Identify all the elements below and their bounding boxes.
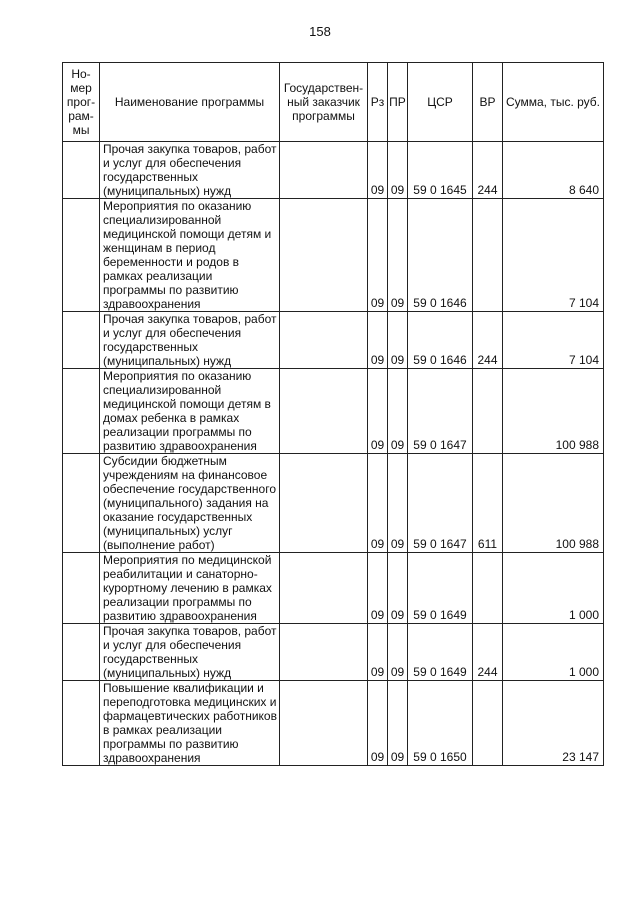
cell-program-name: Мероприятия по оказанию специализированной медицинской помощи детям и женщинам в период беременности и родов в рамках реализации программы по развитию здравоохранения bbox=[100, 199, 280, 312]
cell-pr: 09 bbox=[388, 553, 408, 624]
cell-sum: 1 000 bbox=[503, 624, 604, 681]
cell-rz: 09 bbox=[368, 454, 388, 553]
cell-pr: 09 bbox=[388, 199, 408, 312]
cell-sum: 23 147 bbox=[503, 681, 604, 766]
cell-rz: 09 bbox=[368, 553, 388, 624]
cell-sum: 8 640 bbox=[503, 142, 604, 199]
cell-sum: 100 988 bbox=[503, 454, 604, 553]
cell-csr: 59 0 1646 bbox=[408, 199, 473, 312]
table-row bbox=[63, 142, 604, 199]
cell-program-name: Мероприятия по медицинской реабилитации и санаторно-курортному лечению в рамках реализации программы по развитию здравоохранения bbox=[100, 553, 280, 624]
cell-pr: 09 bbox=[388, 624, 408, 681]
cell-program-name: Прочая закупка товаров, работ и услуг для обеспечения государственных (муниципальных) нужд bbox=[100, 624, 280, 681]
header-rz: Рз bbox=[368, 63, 388, 142]
header-pr: ПР bbox=[388, 63, 408, 142]
cell-program-name: Прочая закупка товаров, работ и услуг для обеспечения государственных (муниципальных) нужд bbox=[100, 142, 280, 199]
cell-pr: 09 bbox=[388, 142, 408, 199]
cell-rz: 09 bbox=[368, 199, 388, 312]
cell-csr: 59 0 1650 bbox=[408, 681, 473, 766]
budget-table bbox=[62, 62, 604, 766]
cell-vr: 244 bbox=[473, 624, 503, 681]
page-number: 158 bbox=[309, 24, 331, 39]
cell-vr bbox=[473, 369, 503, 454]
cell-csr: 59 0 1647 bbox=[408, 369, 473, 454]
cell-program-number bbox=[63, 312, 100, 369]
cell-customer bbox=[280, 199, 368, 312]
cell-vr bbox=[473, 681, 503, 766]
cell-customer bbox=[280, 681, 368, 766]
cell-vr: 611 bbox=[473, 454, 503, 553]
cell-rz: 09 bbox=[368, 681, 388, 766]
cell-program-number bbox=[63, 199, 100, 312]
cell-pr: 09 bbox=[388, 681, 408, 766]
table-row bbox=[63, 454, 604, 553]
header-sum: Сумма, тыс. руб. bbox=[503, 63, 604, 142]
header-customer: Государствен-ный заказчик программы bbox=[280, 63, 368, 142]
cell-csr: 59 0 1647 bbox=[408, 454, 473, 553]
cell-csr: 59 0 1646 bbox=[408, 312, 473, 369]
cell-program-name: Мероприятия по оказанию специализированной медицинской помощи детям в домах ребенка в рамках реализации программы по развитию здравоохранения bbox=[100, 369, 280, 454]
header-vr: ВР bbox=[473, 63, 503, 142]
cell-pr: 09 bbox=[388, 369, 408, 454]
table-row bbox=[63, 624, 604, 681]
table-row bbox=[63, 553, 604, 624]
cell-program-number bbox=[63, 553, 100, 624]
cell-customer bbox=[280, 312, 368, 369]
cell-sum: 1 000 bbox=[503, 553, 604, 624]
table-row bbox=[63, 312, 604, 369]
cell-customer bbox=[280, 454, 368, 553]
cell-program-number bbox=[63, 369, 100, 454]
cell-pr: 09 bbox=[388, 312, 408, 369]
table-row bbox=[63, 199, 604, 312]
cell-rz: 09 bbox=[368, 369, 388, 454]
table-row bbox=[63, 369, 604, 454]
cell-sum: 7 104 bbox=[503, 312, 604, 369]
cell-rz: 09 bbox=[368, 312, 388, 369]
cell-vr: 244 bbox=[473, 142, 503, 199]
header-program-number: Но-мер прог-рам-мы bbox=[63, 63, 100, 142]
cell-program-name: Субсидии бюджетным учреждениям на финансовое обеспечение государственного (муниципального) задания на оказание государственных (муниципальных) услуг (выполнение работ) bbox=[100, 454, 280, 553]
cell-csr: 59 0 1649 bbox=[408, 624, 473, 681]
cell-customer bbox=[280, 142, 368, 199]
cell-vr bbox=[473, 199, 503, 312]
cell-vr: 244 bbox=[473, 312, 503, 369]
cell-customer bbox=[280, 369, 368, 454]
cell-program-number bbox=[63, 624, 100, 681]
cell-pr: 09 bbox=[388, 454, 408, 553]
cell-sum: 7 104 bbox=[503, 199, 604, 312]
cell-program-name: Повышение квалификации и переподготовка медицинских и фармацевтических работников в рамках реализации программы по развитию здравоохранения bbox=[100, 681, 280, 766]
table-row bbox=[63, 681, 604, 766]
header-csr: ЦСР bbox=[408, 63, 473, 142]
cell-program-number bbox=[63, 454, 100, 553]
cell-csr: 59 0 1645 bbox=[408, 142, 473, 199]
cell-program-name: Прочая закупка товаров, работ и услуг для обеспечения государственных (муниципальных) нужд bbox=[100, 312, 280, 369]
header-row bbox=[63, 63, 604, 142]
cell-program-number bbox=[63, 142, 100, 199]
cell-vr bbox=[473, 553, 503, 624]
cell-rz: 09 bbox=[368, 142, 388, 199]
cell-customer bbox=[280, 624, 368, 681]
header-program-name: Наименование программы bbox=[100, 63, 280, 142]
cell-customer bbox=[280, 553, 368, 624]
cell-csr: 59 0 1649 bbox=[408, 553, 473, 624]
cell-program-number bbox=[63, 681, 100, 766]
cell-rz: 09 bbox=[368, 624, 388, 681]
cell-sum: 100 988 bbox=[503, 369, 604, 454]
